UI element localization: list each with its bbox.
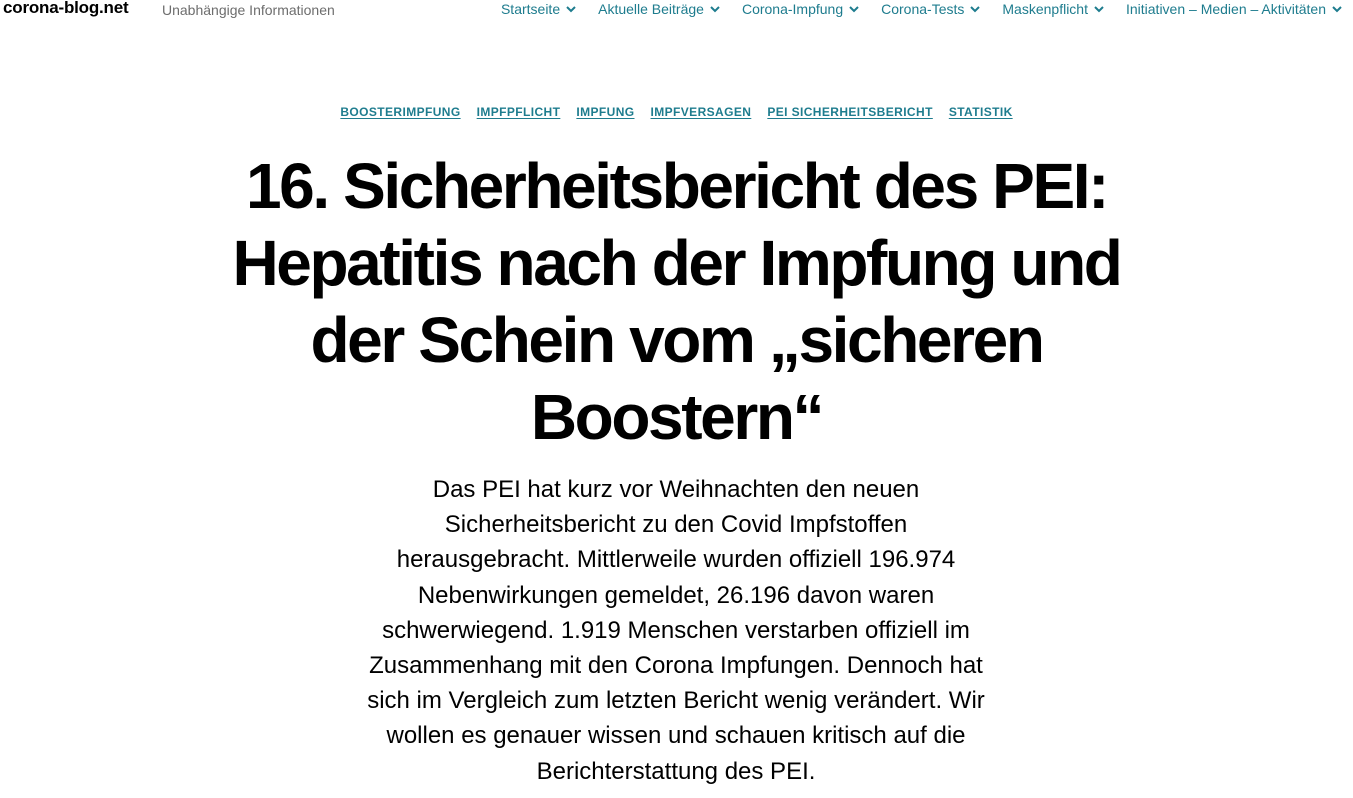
category-link-statistik[interactable]: STATISTIK	[948, 105, 1013, 119]
nav-item-label: Corona-Impfung	[741, 1, 844, 17]
chevron-down-icon[interactable]	[565, 3, 577, 15]
chevron-down-icon[interactable]	[1331, 3, 1343, 15]
category-link-impfpflicht[interactable]: IMPFPFLICHT	[476, 105, 561, 119]
chevron-down-icon[interactable]	[969, 3, 981, 15]
category-link-impfversagen[interactable]: IMPFVERSAGEN	[650, 105, 752, 119]
category-link-pei-sicherheitsbericht[interactable]: PEI SICHERHEITSBERICHT	[767, 105, 933, 119]
category-link-boosterimpfung[interactable]: BOOSTERIMPFUNG	[340, 105, 461, 119]
category-links	[0, 105, 1353, 119]
nav-item-initiativen[interactable]	[1126, 1, 1343, 17]
nav-item-label: Startseite	[500, 1, 561, 17]
article-intro: Das PEI hat kurz vor Weihnachten den neuen Sicherheitsbericht zu den Covid Impfstoffen herausgebracht. Mittlerweile wurden offiziell 196.974 Nebenwirkungen gemeldet, 26.196 davon waren schwerwiegend. 1.919 Menschen verstarben offiziell im Zusammenhang mit den Corona Impfungen. Dennoch hat sich im Vergleich zum letzten Bericht wenig verändert. Wir wollen es genauer wissen und schauen kritisch auf die Berichterstattung des PEI.	[367, 476, 985, 785]
nav-item-label: Initiativen – Medien – Aktivitäten	[1125, 1, 1326, 17]
nav-item-aktuelle-beitraege[interactable]	[598, 1, 721, 17]
chevron-down-icon[interactable]	[1093, 3, 1105, 15]
category-link-impfung[interactable]: IMPFUNG	[576, 105, 635, 119]
nav-item-corona-tests[interactable]	[881, 1, 981, 17]
chevron-down-icon[interactable]	[709, 3, 721, 15]
article-title: 16. Sicherheitsbericht des PEI: Hepatitis nach der Impfung und der Schein vom „sicheren Boostern“	[232, 150, 1121, 453]
chevron-down-icon[interactable]	[848, 3, 860, 15]
site-header	[0, 0, 1353, 24]
nav-item-startseite[interactable]	[501, 1, 577, 17]
primary-nav	[480, 1, 1343, 17]
nav-item-label: Corona-Tests	[881, 1, 965, 17]
nav-item-corona-impfung[interactable]	[742, 1, 860, 17]
nav-item-label: Maskenpflicht	[1002, 1, 1088, 17]
nav-item-label: Aktuelle Beiträge	[598, 1, 704, 17]
site-title-link[interactable]: corona-blog.net	[3, 0, 129, 17]
site-description: Unabhängige Informationen	[162, 2, 335, 18]
nav-item-maskenpflicht[interactable]	[1002, 1, 1105, 17]
